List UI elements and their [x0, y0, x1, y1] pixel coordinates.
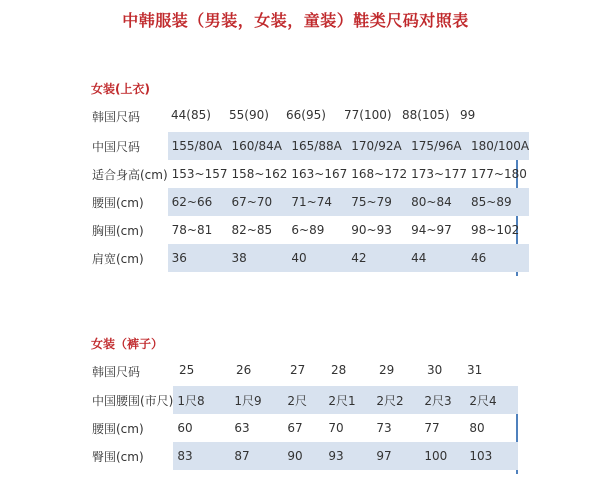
table-cell: 173~177 [411, 167, 468, 181]
table-cell: 165/88A [287, 132, 347, 160]
row-label: 臀围(cm) [86, 442, 173, 470]
row-label: 中国腰围(市尺) [86, 386, 173, 414]
table-cell: 2尺1 [324, 386, 372, 414]
table-cell: 2尺4 [465, 386, 518, 414]
table-cell: 44 [407, 244, 467, 272]
table-cell: 67~70 [228, 188, 288, 216]
table-cell: 83 [173, 442, 230, 470]
table-row [86, 216, 529, 244]
row-label: 腰围(cm) [86, 188, 168, 216]
table-cell: 87 [230, 442, 283, 470]
size-table-pants [86, 386, 518, 470]
table-cell: 177~180 [471, 167, 527, 181]
korean-size-value: 30 [427, 363, 443, 377]
table-cell: 78~81 [171, 223, 213, 237]
table-cell: 175/96A [407, 132, 467, 160]
table-cell: 153~157 [171, 167, 228, 181]
table-cell: 97 [372, 442, 420, 470]
table-cell: 1尺9 [230, 386, 283, 414]
korean-size-label: 韩国尺码 [92, 110, 141, 124]
table-cell: 90 [283, 442, 324, 470]
table-cell: 93 [324, 442, 372, 470]
table-row [86, 386, 518, 414]
table-cell: 94~97 [411, 223, 452, 237]
table-cell: 170/92A [347, 132, 407, 160]
table-cell: 71~74 [287, 188, 347, 216]
table-cell: 60 [177, 421, 193, 435]
section-title-tops: 女装(上衣) [91, 82, 150, 96]
row-label: 胸围(cm) [86, 216, 168, 244]
korean-size-value: 88(105) [402, 108, 450, 122]
table-row [86, 132, 529, 160]
table-cell: 46 [467, 244, 529, 272]
table-cell: 160/84A [228, 132, 288, 160]
korean-size-value: 77(100) [344, 108, 392, 122]
table-cell: 75~79 [347, 188, 407, 216]
section-title-pants: 女装（裤子） [91, 337, 164, 351]
table-cell: 70 [328, 421, 344, 435]
row-label: 肩宽(cm) [86, 244, 168, 272]
table-cell: 100 [420, 442, 465, 470]
table-cell: 63 [234, 421, 250, 435]
korean-size-value: 55(90) [229, 108, 269, 122]
table-cell: 73 [376, 421, 392, 435]
table-row [86, 414, 518, 442]
table-row [86, 188, 529, 216]
korean-size-value: 26 [236, 363, 252, 377]
table-cell: 2尺 [283, 386, 324, 414]
korean-size-value: 29 [379, 363, 395, 377]
table-cell: 40 [287, 244, 347, 272]
korean-size-label: 韩国尺码 [92, 365, 141, 379]
table-cell: 163~167 [291, 167, 348, 181]
table-cell: 98~102 [471, 223, 520, 237]
table-cell: 90~93 [351, 223, 392, 237]
korean-size-value: 31 [467, 363, 483, 377]
table-cell: 42 [347, 244, 407, 272]
table-cell: 77 [424, 421, 440, 435]
table-cell: 62~66 [168, 188, 228, 216]
korean-size-value: 66(95) [286, 108, 326, 122]
table-cell: 2尺3 [420, 386, 465, 414]
page-title: 中韩服装（男装，女装，童装）鞋类尺码对照表 [122, 11, 469, 30]
table-cell: 180/100A [467, 132, 529, 160]
table-cell: 6~89 [291, 223, 325, 237]
table-cell: 36 [168, 244, 228, 272]
korean-size-value: 27 [290, 363, 306, 377]
table-cell: 103 [465, 442, 518, 470]
korean-size-value: 28 [331, 363, 347, 377]
size-table-tops [86, 132, 529, 272]
table-cell: 80 [469, 421, 485, 435]
table-row [86, 244, 529, 272]
row-label: 适合身高(cm) [86, 160, 168, 188]
table-cell: 82~85 [231, 223, 273, 237]
table-cell: 2尺2 [372, 386, 420, 414]
table-cell: 67 [287, 421, 303, 435]
table-cell: 158~162 [231, 167, 288, 181]
table-row [86, 442, 518, 470]
table-row [86, 160, 529, 188]
row-label: 中国尺码 [86, 132, 168, 160]
korean-size-value: 44(85) [171, 108, 211, 122]
table-cell: 38 [228, 244, 288, 272]
table-cell: 155/80A [168, 132, 228, 160]
table-cell: 168~172 [351, 167, 408, 181]
table-cell: 80~84 [407, 188, 467, 216]
korean-size-value: 99 [460, 108, 476, 122]
table-cell: 1尺8 [173, 386, 230, 414]
table-cell: 85~89 [467, 188, 529, 216]
korean-size-value: 25 [179, 363, 195, 377]
row-label: 腰围(cm) [86, 414, 173, 442]
